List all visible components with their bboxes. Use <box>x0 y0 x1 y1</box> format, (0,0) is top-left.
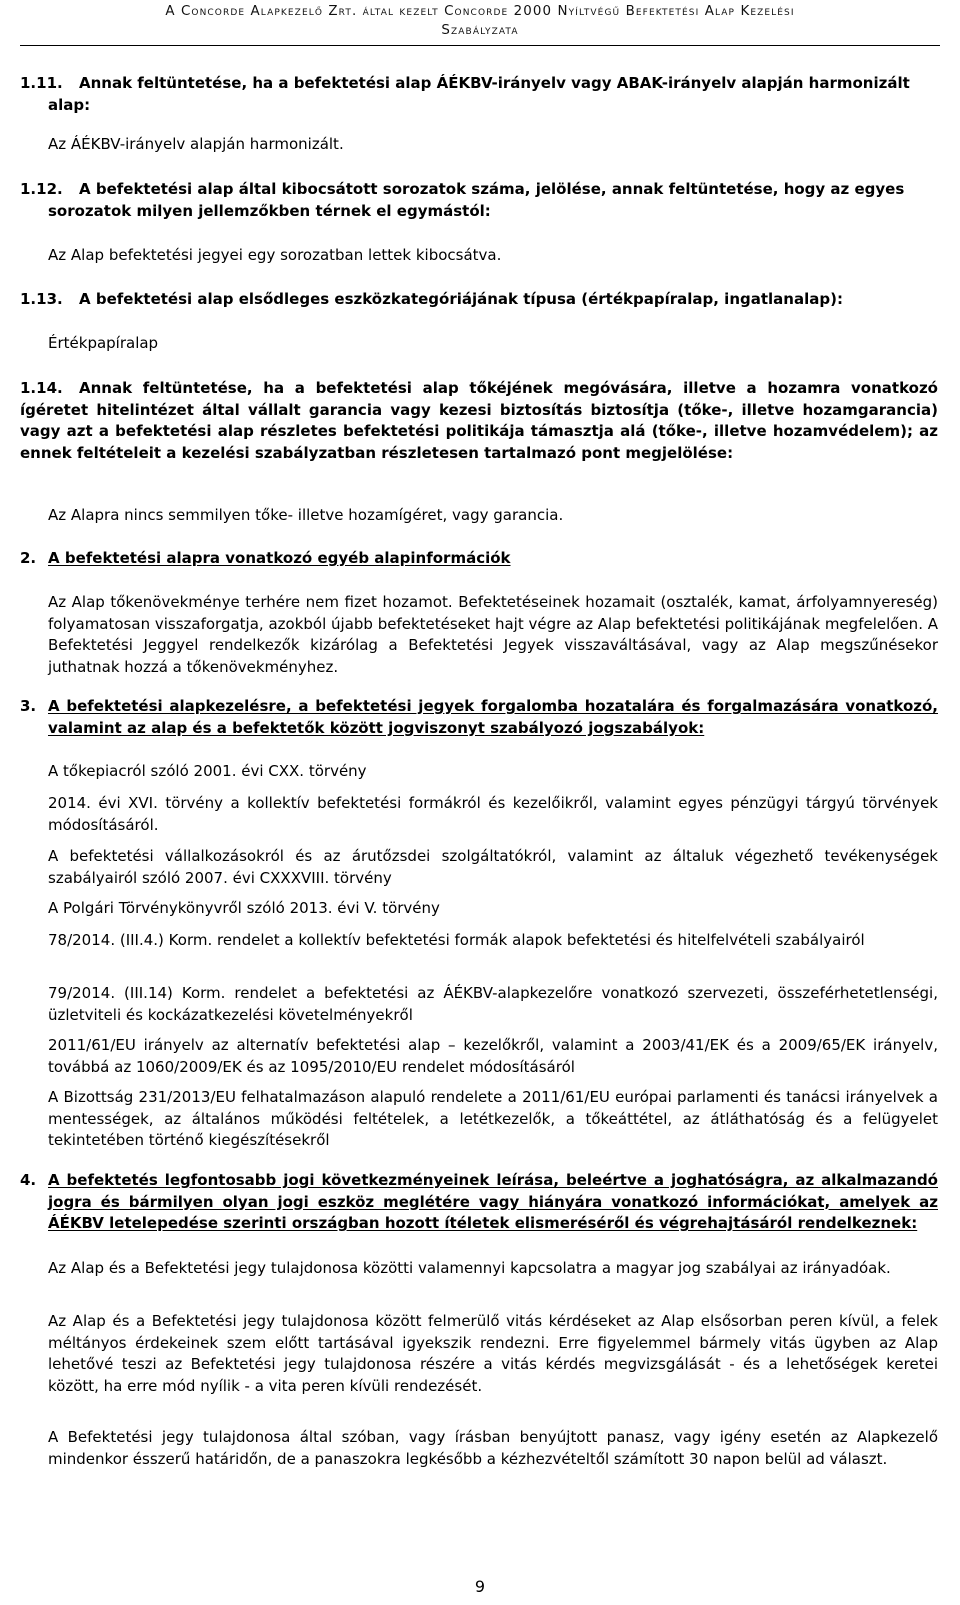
page-number: 9 <box>474 1577 486 1596</box>
section-body-2: Az Alap tőkenövekménye terhére nem fizet hozamot. Befektetéseinek hozamait (osztalék, kamat, árfolyamnyereség) folyamatosan visszaforgatja, azokból újabb befektetéseket hajt végre az Alap befektetési politikájának megfelelően. A Befektetési Jeggyel rendelkezők kizárólag a Befektetési Jegyek visszaváltásával, vagy az Alap megszűnésekor juthatnak hozzá a tőkenövekményhez. <box>48 593 938 676</box>
law-item: 2011/61/EU irányelv az alternatív befektetési alap – kezelőkről, valamint a 2003/41/EK és a 2009/65/EK irányelv, továbbá az 1060/2009/EK és az 1095/2010/EU rendelet módosításáról <box>48 1036 938 1076</box>
section-heading-4: A befektetés legfontosabb jogi következményeinek leírása, beleértve a joghatóságra, az alkalmazandó jogra és bármilyen olyan jogi eszköz meglétére vagy hiányára vonatkozó információkat, amelyek az ÁÉKBV letelepedése szerinti országban hozott ítéletek elismeréséről és végrehajtásáról rendelkeznek: <box>48 1171 938 1232</box>
running-header <box>0 2 960 40</box>
section-number-2: 2. <box>20 549 37 567</box>
law-item: A Polgári Törvénykönyvről szóló 2013. évi V. törvény <box>48 899 440 917</box>
header-divider <box>20 45 940 46</box>
law-item: 2014. évi XVI. törvény a kollektív befektetési formákról és kezelőikről, valamint egyes pénzügyi tárgyú törvények módosításáról. <box>48 794 938 834</box>
section-number-1-13: 1.13. <box>20 290 63 308</box>
heading-text-1-14: Annak feltüntetése, ha a befektetési alap tőkéjének megóvására, illetve a hozamra vonatkozó ígéretet hitelintézet által vállalt garancia vagy kezesi biztosítás biztosítja (tőke-, illetve hozamgarancia) vagy azt a befektetési alap részletes befektetési politikája támasztja alá (tőke-, illetve hozamvédelem); az ennek feltételeit a kezelési szabályzatban részletesen tartalmazó pont megjelölése: <box>20 379 938 462</box>
law-item: A Bizottság 231/2013/EU felhatalmazáson alapuló rendelete a 2011/61/EU európai parlamenti és tanácsi irányelvek a mentességek, az általános működési feltételek, a letétkezelők, a tőkeáttétel, az átláthatóság és a felügyelet tekintetében történő kiegészítésekről <box>48 1088 938 1149</box>
section-number-4: 4. <box>20 1171 37 1189</box>
law-item: 78/2014. (III.4.) Korm. rendelet a kollektív befektetési formák alapok befektetési és hitelfelvételi szabályairól <box>48 931 865 949</box>
section-number-1-11: 1.11. <box>20 74 63 92</box>
section-heading-1-14 <box>20 378 938 464</box>
section-heading-2: A befektetési alapra vonatkozó egyéb alapinformációk <box>48 549 511 567</box>
paragraph: A Befektetési jegy tulajdonosa által szóban, vagy írásban benyújtott panasz, vagy igény esetén az Alapkezelő mindenkor ésszerű határidőn, de a panaszokra legkésőbb a kézhezvételtől számított 30 napon belül ad választ. <box>48 1428 938 1468</box>
section-number-1-12: 1.12. <box>20 180 63 198</box>
section-body-1-11: Az ÁÉKBV-irányelv alapján harmonizált. <box>48 135 344 153</box>
law-item: A tőkepiacról szóló 2001. évi CXX. törvény <box>48 762 367 780</box>
heading-text-1-11: Annak feltüntetése, ha a befektetési alap ÁÉKBV-irányelv vagy ABAK-irányelv alapján harmonizált alap: <box>48 74 910 114</box>
heading-text-1-12: A befektetési alap által kibocsátott sorozatok száma, jelölése, annak feltüntetése, hogy az egyes sorozatok milyen jellemzőkben térnek el egymástól: <box>48 180 905 220</box>
section-heading-3: A befektetési alapkezelésre, a befektetési jegyek forgalomba hozatalára és forgalmazására vonatkozó, valamint az alap és a befektetők között jogviszonyt szabályozó jogszabályok: <box>48 697 938 737</box>
paragraph: Az Alap és a Befektetési jegy tulajdonosa közötti valamennyi kapcsolatra a magyar jog szabályai az irányadóak. <box>48 1259 891 1277</box>
section-heading-1-13: A befektetési alap elsődleges eszközkategóriájának típusa (értékpapíralap, ingatlanalap): <box>79 290 843 308</box>
law-item: 79/2014. (III.14) Korm. rendelet a befektetési az ÁÉKBV-alapkezelőre vonatkozó szervezeti, összeférhetetlenségi, üzletviteli és kockázatkezelési követelményekről <box>48 984 938 1024</box>
section-body-1-14: Az Alapra nincs semmilyen tőke- illetve hozamígéret, vagy garancia. <box>48 506 564 524</box>
paragraph: Az Alap és a Befektetési jegy tulajdonosa között felmerülő vitás kérdéseket az Alap elsősorban peren kívül, a felek méltányos érdekeinek szem előtt tartásával igyekszik rendezni. Erre figyelemmel bármely vitás ügyben az Alap lehetővé teszi az Befektetési jegy tulajdonosa részére a vitás kérdés megvizsgálását - és a lehetőségek keretei között, ha erre mód nyílik - a vita peren kívüli rendezését. <box>48 1312 938 1395</box>
law-item: A befektetési vállalkozásokról és az árutőzsdei szolgáltatókról, valamint az általuk végezhető tevékenységek szabályairól szóló 2007. évi CXXXVIII. törvény <box>48 847 938 887</box>
header-line-1: A Concorde Alapkezelő Zrt. által kezelt Concorde 2000 Nyíltvégű Befektetési Alap Kezelési <box>165 4 795 19</box>
section-number-1-14: 1.14. <box>20 379 63 397</box>
header-line-2: Szabályzata <box>441 23 519 38</box>
section-body-1-12: Az Alap befektetési jegyei egy sorozatban lettek kibocsátva. <box>48 246 502 264</box>
section-number-3: 3. <box>20 697 37 715</box>
section-heading-1-12 <box>48 179 938 222</box>
section-body-1-13: Értékpapíralap <box>48 334 159 352</box>
section-heading-1-11 <box>48 73 938 116</box>
